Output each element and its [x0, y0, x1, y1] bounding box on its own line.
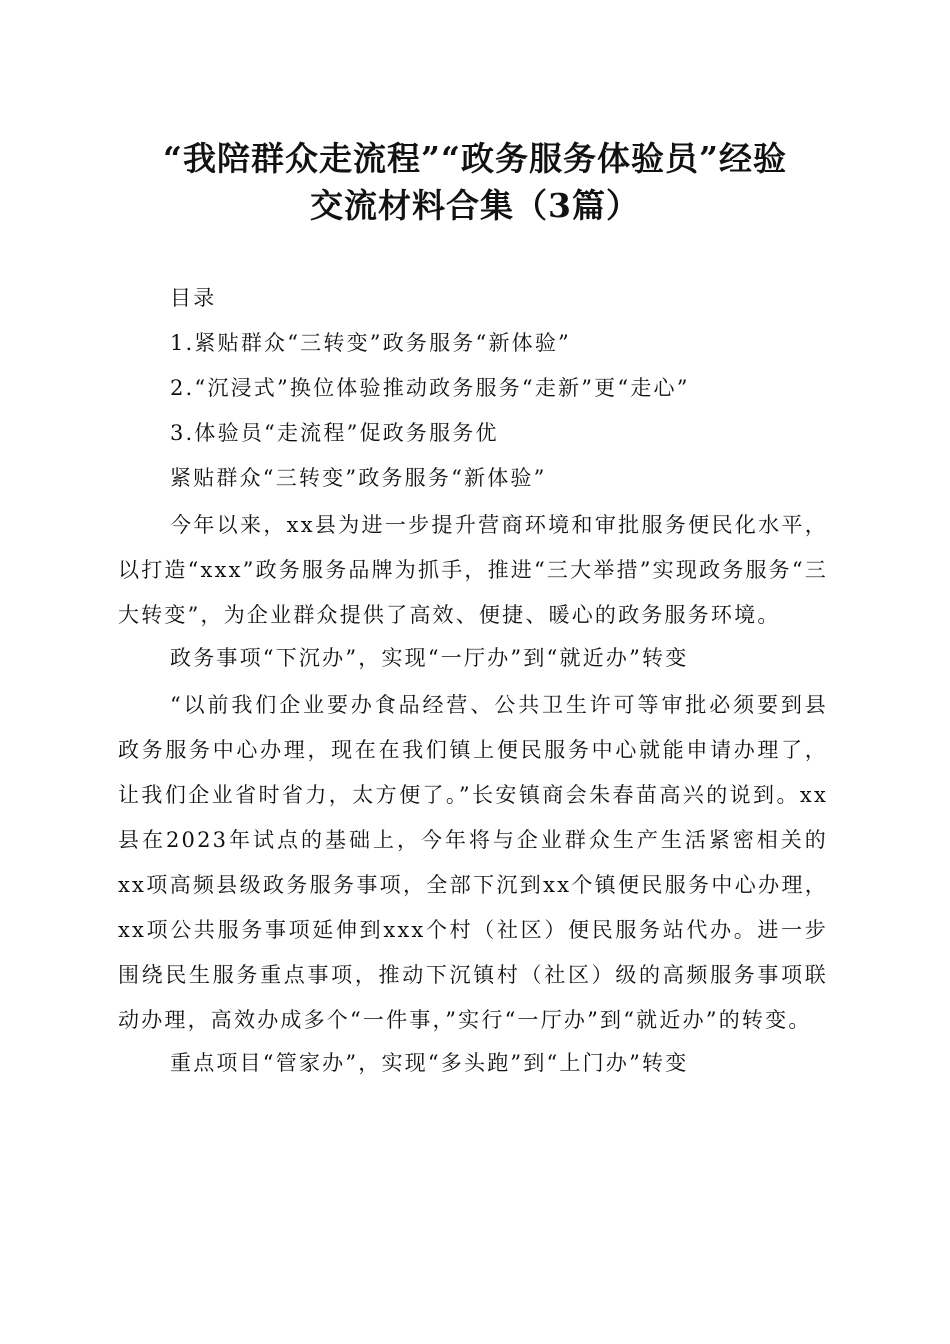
toc-heading: 目录: [170, 286, 217, 310]
document-body: [118, 278, 828, 1088]
document-title-line-2: 交流材料合集（3篇）: [310, 186, 640, 225]
subheading: 重点项目“管家办”，实现“多头跑”到“上门办”转变: [170, 1051, 689, 1075]
document-title-line-1: “我陪群众走流程”“政务服务体验员”经验: [163, 139, 787, 178]
toc-item: 1.紧贴群众“三转变”政务服务“新体验”: [170, 331, 571, 355]
toc-item: 3.体验员“走流程”促政务服务优: [170, 421, 499, 445]
toc-item: 2.“沉浸式”换位体验推动政务服务“走新”更“走心”: [170, 376, 690, 400]
paragraph: “以前我们企业要办食品经营、公共卫生许可等审批必须要到县政务服务中心办理，现在在我们镇上便民服务中心就能申请办理了，让我们企业省时省力，太方便了。”长安镇商会朱春苗高兴的说到。xx县在2023年试点的基础上，今年将与企业群众生产生活紧密相关的xx项高频县级政务服务事项，全部下沉到xx个镇便民服务中心办理，xx项公共服务事项延伸到xxx个村（社区）便民服务站代办。进一步围绕民生服务重点事项，推动下沉镇村（社区）级的高频服务事项联动办理，高效办成多个“一件事，”实行“一厅办”到“就近办”的转变。: [118, 693, 828, 1032]
section-title: 紧贴群众“三转变”政务服务“新体验”: [170, 466, 547, 490]
paragraph: 今年以来，xx县为进一步提升营商环境和审批服务便民化水平，以打造“xxx”政务服务品牌为抓手，推进“三大举措”实现政务服务“三大转变”，为企业群众提供了高效、便捷、暖心的政务服务环境。: [118, 513, 829, 627]
subheading: 政务事项“下沉办”，实现“一厅办”到“就近办”转变: [170, 646, 689, 670]
